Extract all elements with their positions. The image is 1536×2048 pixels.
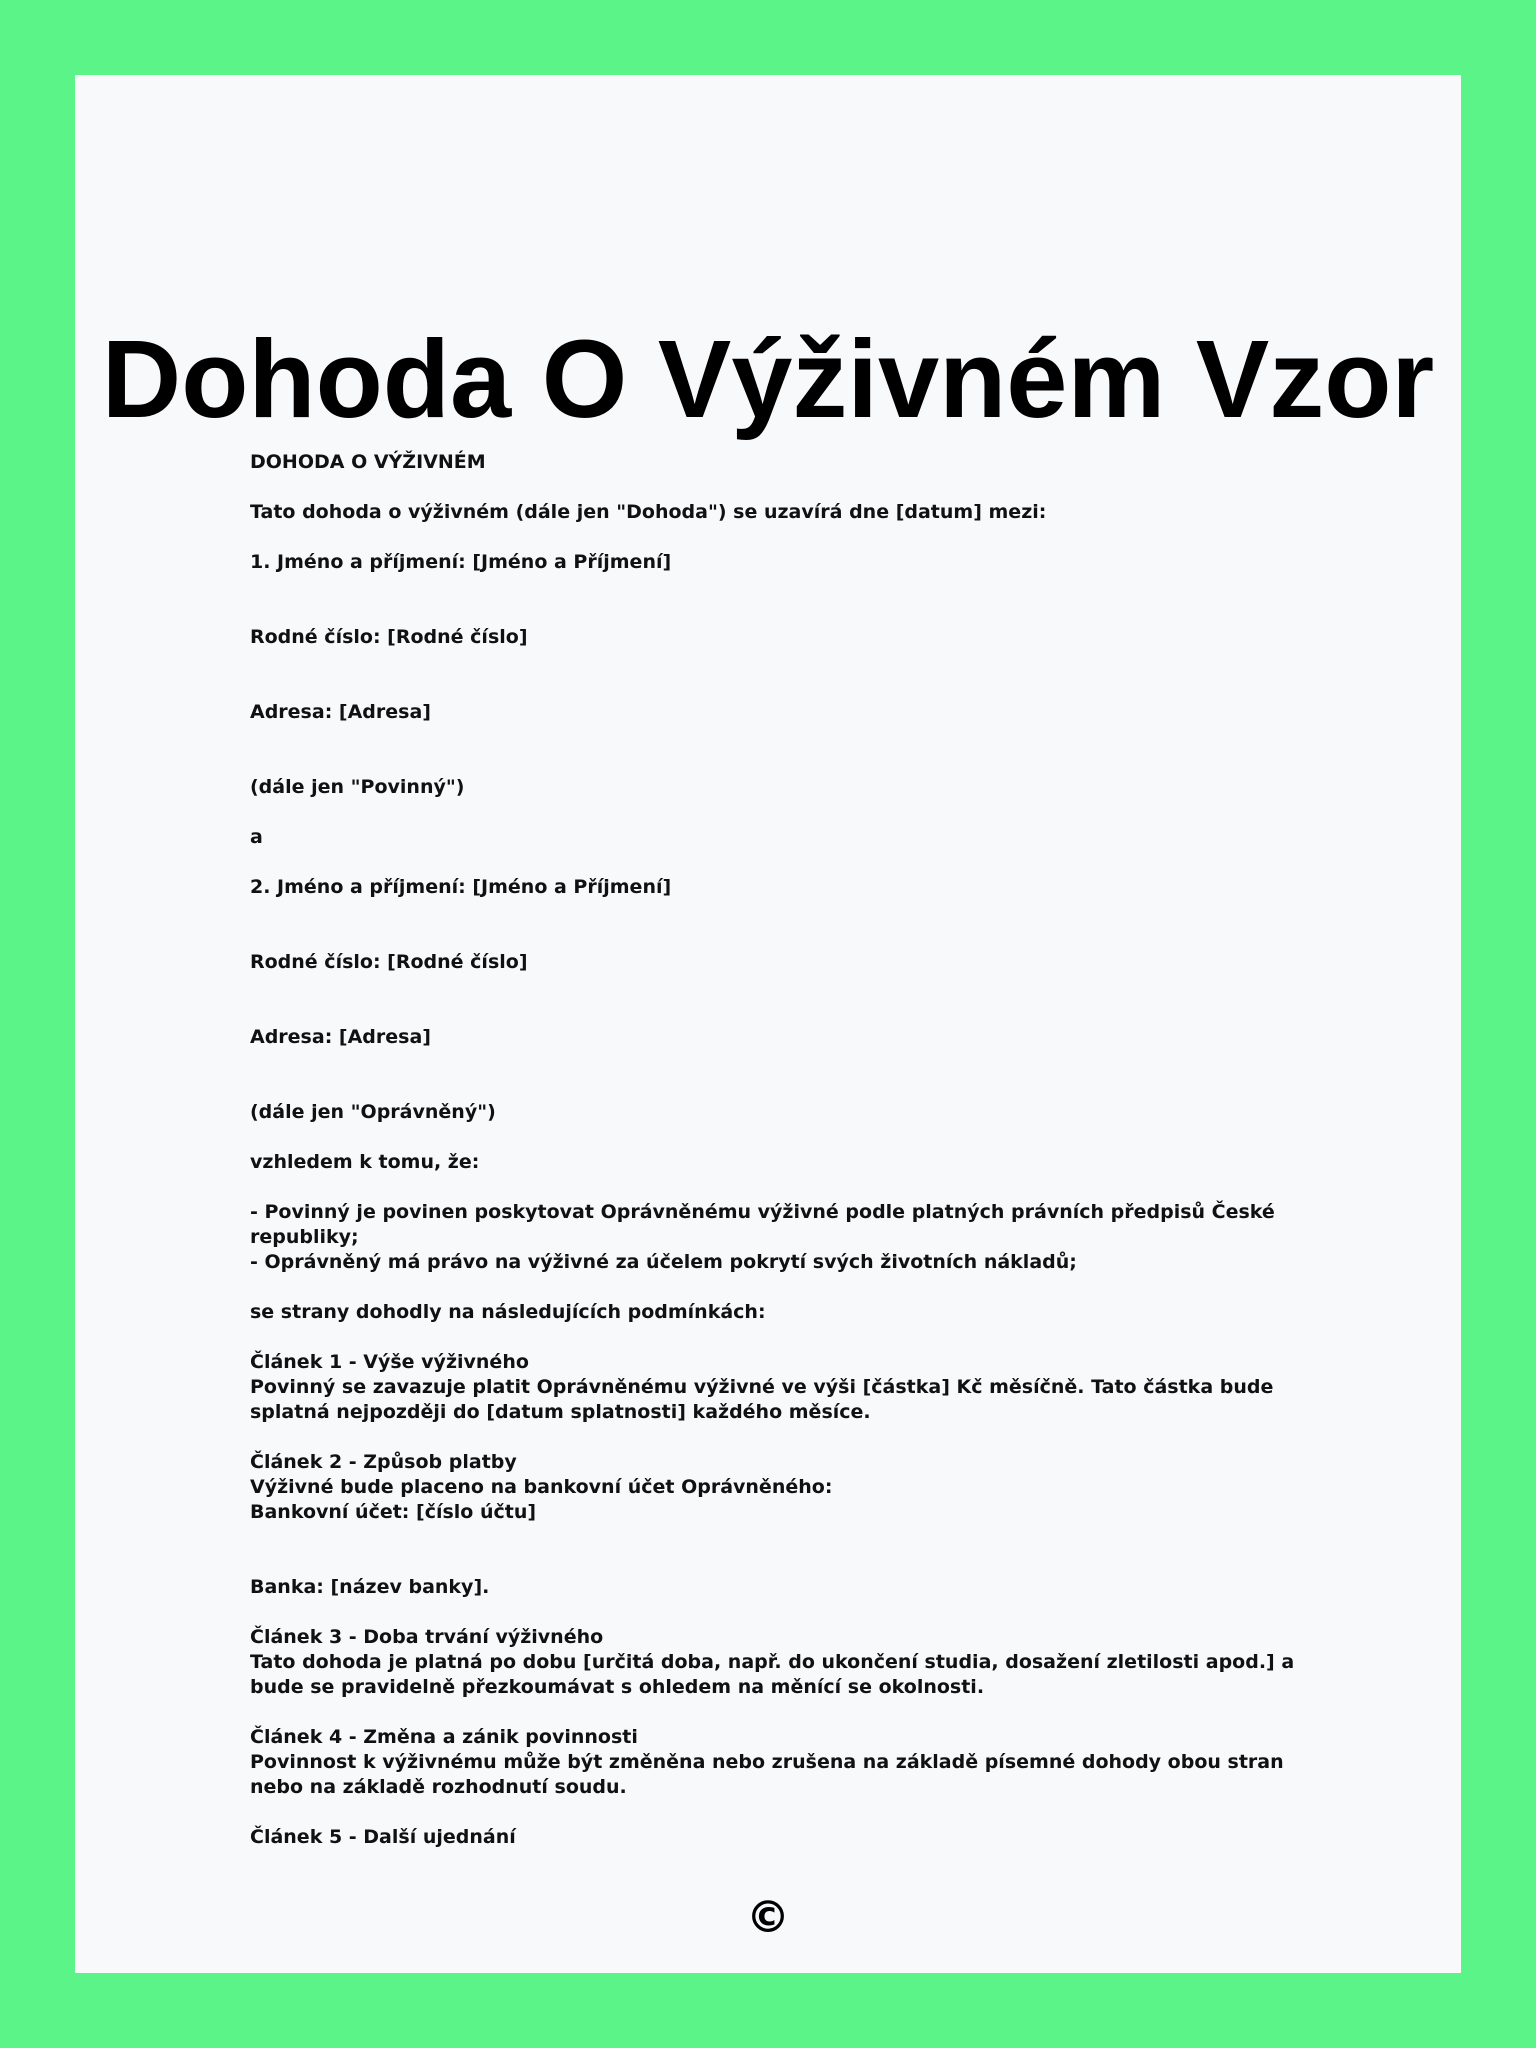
article1-title: Článek 1 - Výše výživného xyxy=(250,1351,529,1373)
copyright-icon: © xyxy=(746,1892,790,1943)
whereas-item: - Povinný je povinen poskytovat Oprávněnému výživné podle platných právních předpisů České republiky; xyxy=(250,1201,1275,1248)
article1-text: Povinný se zavazuje platit Oprávněnému výživné ve výši [částka] Kč měsíčně. Tato částka bude splatná nejpozději do [datum splatnosti] každého měsíce. xyxy=(250,1376,1274,1423)
whereas-text: vzhledem k tomu, že: xyxy=(250,1151,480,1173)
document-page xyxy=(75,75,1461,1973)
article3-title: Článek 3 - Doba trvání výživného xyxy=(250,1626,604,1648)
agreement-text: se strany dohodly na následujících podmínkách: xyxy=(250,1301,766,1323)
article4-title: Článek 4 - Změna a zánik povinnosti xyxy=(250,1726,638,1748)
party2-address: Adresa: [Adresa] xyxy=(250,1026,431,1048)
article2-title: Článek 2 - Způsob platby xyxy=(250,1451,517,1473)
page-title: Dohoda O Výživném Vzor xyxy=(101,318,1435,441)
party1-birth-number: Rodné číslo: [Rodné číslo] xyxy=(250,626,528,648)
article5-title: Článek 5 - Další ujednání xyxy=(250,1826,516,1848)
party2-name: 2. Jméno a příjmení: [Jméno a Příjmení] xyxy=(250,876,672,898)
party2-birth-number: Rodné číslo: [Rodné číslo] xyxy=(250,951,528,973)
party1-name: 1. Jméno a příjmení: [Jméno a Příjmení] xyxy=(250,551,672,573)
article2-bank: Banka: [název banky]. xyxy=(250,1576,490,1598)
article2-line2: Bankovní účet: [číslo účtu] xyxy=(250,1501,537,1523)
party1-address: Adresa: [Adresa] xyxy=(250,701,431,723)
article2-line1: Výživné bude placeno na bankovní účet Oprávněného: xyxy=(250,1476,833,1498)
article4-text: Povinnost k výživnému může být změněna nebo zrušena na základě písemné dohody obou stran nebo na základě rozhodnutí soudu. xyxy=(250,1751,1284,1798)
intro-text: Tato dohoda o výživném (dále jen "Dohoda") se uzavírá dne [datum] mezi: xyxy=(250,501,1047,523)
whereas-item: - Oprávněný má právo na výživné za účelem pokrytí svých životních nákladů; xyxy=(250,1251,1077,1273)
and-text: a xyxy=(250,826,263,848)
article3-text: Tato dohoda je platná po dobu [určitá doba, např. do ukončení studia, dosažení zletilosti apod.] a bude se pravidelně přezkoumávat s ohledem na měnící se okolnosti. xyxy=(250,1651,1295,1698)
document-heading: DOHODA O VÝŽIVNÉM xyxy=(250,451,486,473)
document-body xyxy=(250,450,1340,1850)
party2-role: (dále jen "Oprávněný") xyxy=(250,1101,496,1123)
party1-role: (dále jen "Povinný") xyxy=(250,776,465,798)
